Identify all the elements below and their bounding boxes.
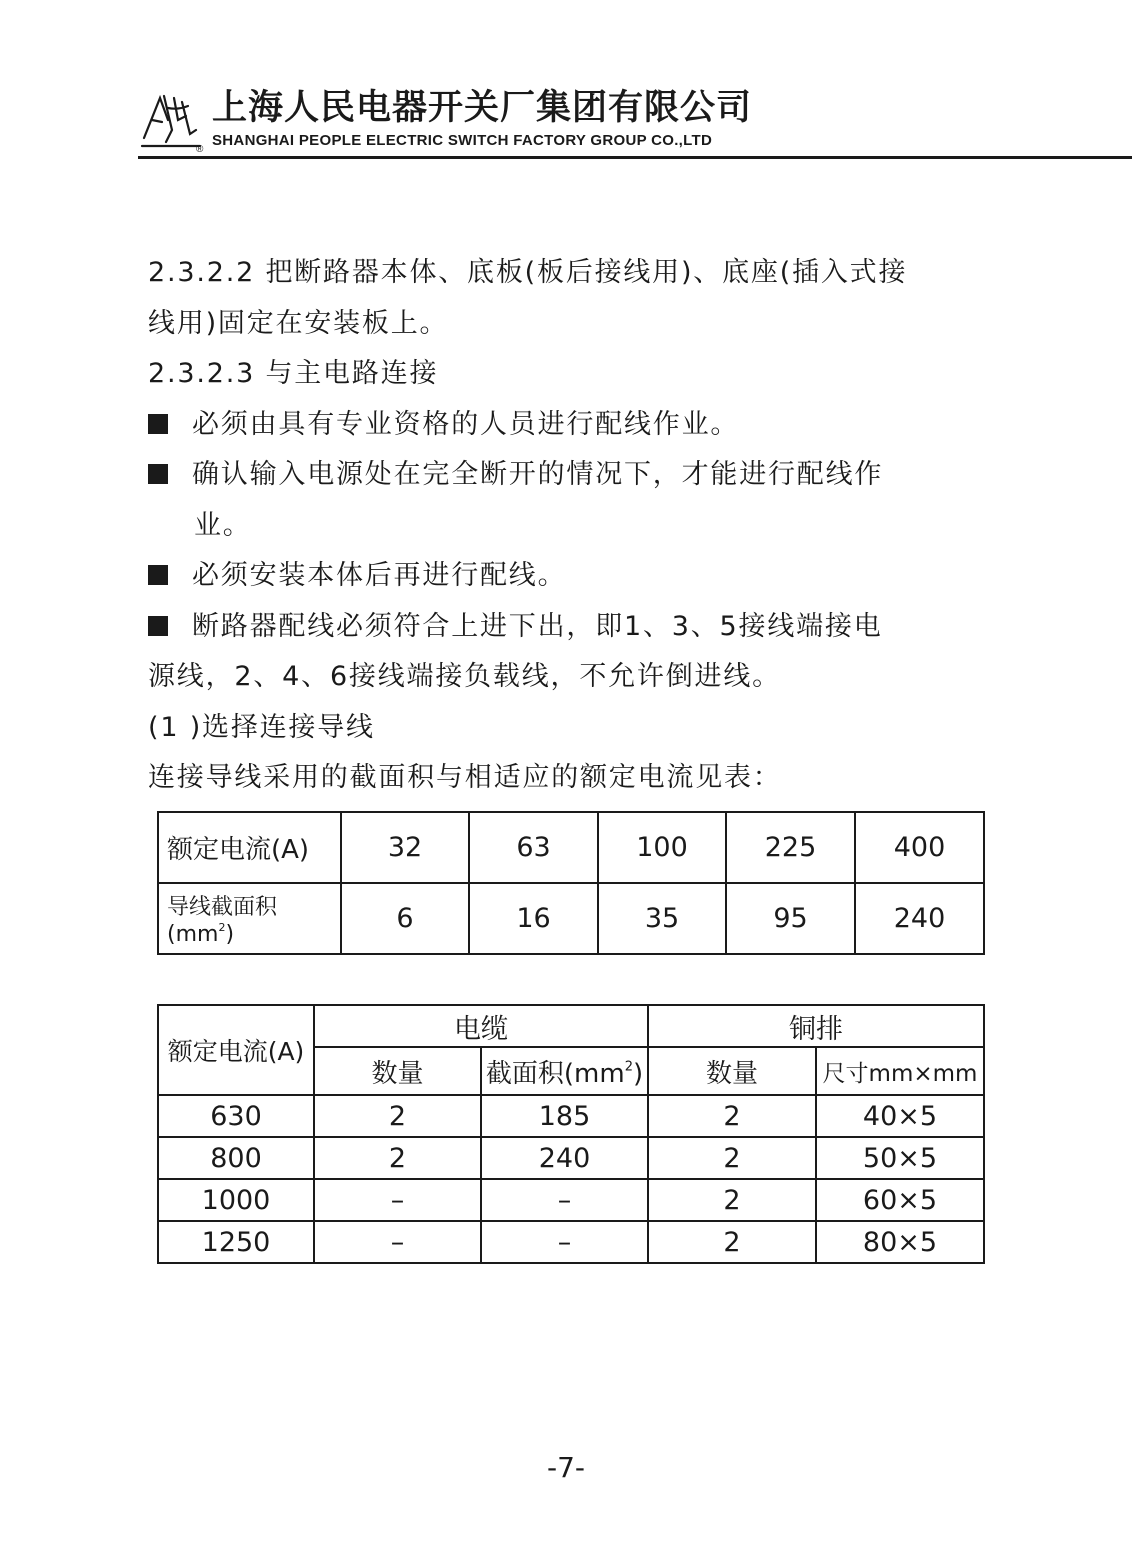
table-cell: 100 bbox=[598, 812, 726, 883]
table-cell: – bbox=[314, 1179, 481, 1221]
header-divider bbox=[138, 156, 1132, 159]
table-cell: 240 bbox=[481, 1137, 648, 1179]
square-bullet-icon bbox=[148, 464, 168, 484]
table-row bbox=[158, 1221, 984, 1263]
bullet-item-4-continuation: 源线，2、4、6接线端接负载线，不允许倒进线。 bbox=[148, 661, 781, 692]
bullet-text: 必须安装本体后再进行配线。 bbox=[192, 560, 567, 591]
table-cell: 1000 bbox=[158, 1179, 314, 1221]
table-cell: 63 bbox=[469, 812, 598, 883]
table-cell: 2 bbox=[648, 1095, 816, 1137]
table-cell: 185 bbox=[481, 1095, 648, 1137]
table-cell: 2 bbox=[314, 1095, 481, 1137]
bullet-text: 确认输入电源处在完全断开的情况下，才能进行配线作 bbox=[192, 459, 884, 490]
bullet-item-4 bbox=[148, 602, 998, 653]
table-cell: 1250 bbox=[158, 1221, 314, 1263]
column-header-busbar-size: 尺寸mm×mm bbox=[816, 1047, 984, 1095]
table-cell: – bbox=[481, 1221, 648, 1263]
table-row bbox=[158, 812, 984, 883]
company-logo-icon bbox=[138, 90, 204, 152]
label-text: 截面积(mm bbox=[485, 1058, 625, 1089]
company-name-en: SHANGHAI PEOPLE ELECTRIC SWITCH FACTORY GROUP CO.,LTD bbox=[212, 132, 713, 149]
table-cell: – bbox=[314, 1221, 481, 1263]
table-cell: 32 bbox=[341, 812, 469, 883]
page-header bbox=[138, 84, 1132, 160]
label-close: ) bbox=[632, 1058, 644, 1089]
column-header-rated-current: 额定电流(A) bbox=[158, 1005, 314, 1095]
superscript: 2 bbox=[624, 1058, 633, 1074]
table-row bbox=[158, 1137, 984, 1179]
bullet-item-2 bbox=[148, 450, 998, 501]
column-group-busbar: 铜排 bbox=[648, 1005, 984, 1047]
table-cell: 2 bbox=[648, 1137, 816, 1179]
square-bullet-icon bbox=[148, 565, 168, 585]
company-name-cn: 上海人民电器开关厂集团有限公司 bbox=[212, 88, 753, 128]
square-bullet-icon bbox=[148, 616, 168, 636]
table-cell: 95 bbox=[726, 883, 855, 954]
table-cell: 2 bbox=[314, 1137, 481, 1179]
bullet-item-1 bbox=[148, 400, 998, 451]
label-close: ) bbox=[225, 921, 235, 947]
paragraph-2-3-2-2-line1: 2.3.2.2 把断路器本体、底板(板后接线用)、底座(插入式接 bbox=[148, 257, 908, 288]
bullet-text: 必须由具有专业资格的人员进行配线作业。 bbox=[192, 408, 740, 440]
cable-busbar-table bbox=[157, 1004, 985, 1264]
column-header-cable-area bbox=[481, 1047, 648, 1095]
table-cell: 2 bbox=[648, 1179, 816, 1221]
bullet-item-3 bbox=[148, 551, 998, 602]
bullet-text: 断路器配线必须符合上进下出，即1、3、5接线端接电 bbox=[192, 610, 883, 642]
table-cell: 60×5 bbox=[816, 1179, 984, 1221]
section-heading-2-3-2-3: 2.3.2.3 与主电路连接 bbox=[148, 358, 439, 389]
table-cell: 80×5 bbox=[816, 1221, 984, 1263]
table-cell: 800 bbox=[158, 1137, 314, 1179]
row-label-cross-section bbox=[158, 883, 341, 954]
table-intro-text: 连接导线采用的截面积与相适应的额定电流见表： bbox=[148, 762, 782, 793]
table-cell: 35 bbox=[598, 883, 726, 954]
table-header-row bbox=[158, 1005, 984, 1047]
table-row bbox=[158, 1095, 984, 1137]
page-number: -7- bbox=[546, 1451, 586, 1484]
column-header-cable-qty: 数量 bbox=[314, 1047, 481, 1095]
superscript: 2 bbox=[218, 921, 226, 935]
label-text: 导线截面积(mm bbox=[167, 895, 278, 947]
table-cell: – bbox=[481, 1179, 648, 1221]
table-cell: 2 bbox=[648, 1221, 816, 1263]
square-bullet-icon bbox=[148, 414, 168, 434]
table-cell: 240 bbox=[855, 883, 984, 954]
table-cell: 225 bbox=[726, 812, 855, 883]
table-cell: 630 bbox=[158, 1095, 314, 1137]
column-group-cable: 电缆 bbox=[314, 1005, 648, 1047]
table-cell: 40×5 bbox=[816, 1095, 984, 1137]
table-row bbox=[158, 883, 984, 954]
table-cell: 16 bbox=[469, 883, 598, 954]
registered-mark: ® bbox=[196, 144, 204, 152]
paragraph-2-3-2-2-line2: 线用)固定在安装板上。 bbox=[148, 307, 449, 339]
table-cell: 50×5 bbox=[816, 1137, 984, 1179]
instruction-text bbox=[148, 248, 998, 804]
table-cell: 400 bbox=[855, 812, 984, 883]
subheading-select-wire: (1 )选择连接导线 bbox=[148, 711, 375, 743]
column-header-busbar-qty: 数量 bbox=[648, 1047, 816, 1095]
table-row bbox=[158, 1179, 984, 1221]
wire-cross-section-table bbox=[157, 811, 985, 955]
bullet-item-2-continuation: 业。 bbox=[194, 509, 252, 541]
row-label-rated-current: 额定电流(A) bbox=[158, 812, 341, 883]
table-cell: 6 bbox=[341, 883, 469, 954]
